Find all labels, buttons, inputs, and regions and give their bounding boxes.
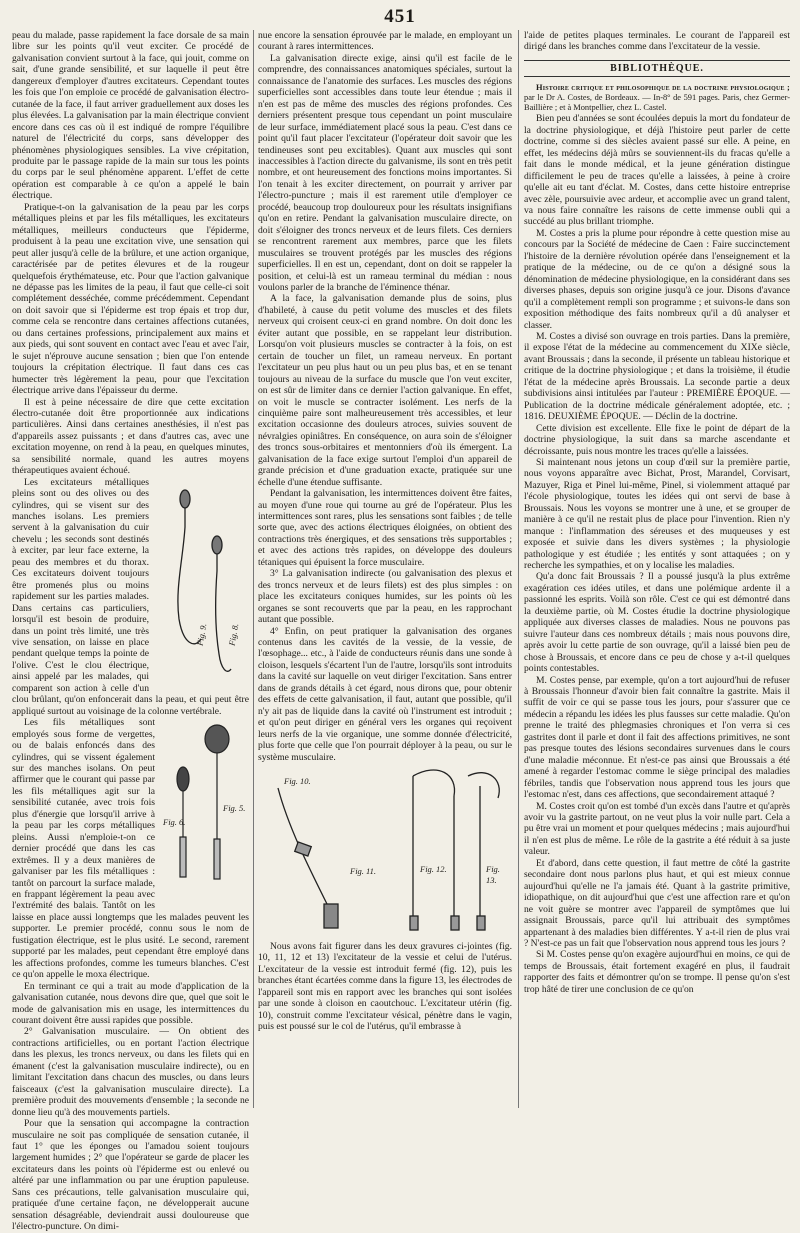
paragraph: Et d'abord, dans cette question, il faut mettre de côté la gastrite secondaire dont nous parlons plus haut, et qui est mieux connue aujourd'hui qu'elle ne l'a jamais été. Quant à la gastrite primitive, idiopathique, on dit aujourd'hui que c'est une affection rare et qu'on ne voit guère se montrer avec l'appareil de symptômes que lui assignait Broussais, parce qu'il lui attribuait des symptômes appartenant à des maladies bien différentes. Y a-t-il rien de plus vrai ? N'est-ce pas un fait que l'observation nous apprend tous les jours ? [524,857,790,949]
paragraph: En terminant ce qui a trait au mode d'application de la galvanisation cutanée, nous devons dire que, quel que soit le mode de galvanisation mis en usage, les intermittences du courant doivent être aussi rapides que possible. [12,980,249,1026]
column-left [12,30,249,1233]
paragraph: Pendant la galvanisation, les intermittences doivent être faites, au moyen d'une roue qui tourne au gré de l'opérateur. Plus les intermittences sont rares, plus les sensations sont faibles ; de telle sorte que, avec des actions électriques éloignées, on obtient des contractions très énergiques, et des sensations très supportables ; et avec des actions très rapides, on développe des douleurs tétaniques qui épuisent la force musculaire. [258,488,512,568]
paragraph: Cette division est excellente. Elle fixe le point de départ de la doctrine physiologique, la suit dans sa marche ascendante et décroissante, puis nous montre les traces qu'elle a laissées. [524,422,790,457]
paragraph: M. Costes pense, par exemple, qu'on a tort aujourd'hui de refuser à Broussais l'honneur d'avoir bien fait connaître la gastrite. Mais il suffit de voir ce qui se passe tous les jours, pour s'assurer que ce médecin a répandu les idées les plus fausses sur cette maladie. Qu'on prenne le traité des phlegmasies chroniques et l'on verra si ces gastrites dont il parle et dont il fait des affections primitives, ne sont pas presque toutes des lésions secondaires survenues dans le cours d'une maladie méconnue. Et n'est-ce pas ainsi que Broussais a été amené à regarder l'estomac comme le siège principal des maladies fébriles, tandis que l'observation nous apprend tous les jours que l'estomac n'est, dans ces affections, que secondairement attaqué ? [524,674,790,801]
paragraph: M. Costes a pris la plume pour répondre à cette question mise au concours par la Société de médecine de Caen : Faire succinctement l'histoire de la dernière révolution opérée dans l'enseignement et la pratique de la médecine, ou de ce qu'on a désigné sous la dénomination de médecine physiologique, en la considérant dans ses diverses phases, depuis son origine jusqu'à ce jour. Disons d'avance qu'il a complètement rempli son programme ; et suivons-le dans son exposition méthodique des faits nombreux qu'il a dû analyser et classer. [524,227,790,331]
paragraph: Pour que la sensation qui accompagne la contraction musculaire ne soit pas compliquée de sensation cutanée, il faut 1° que les éponges ou l'amadou soient toujours largement humides ; 2° que l'opérateur se garde de placer les excitateurs dans les points où l'épiderme est ou enlevé ou altéré par une inflammation ou par une éruption papuleuse. Sans ces précautions, telle galvanisation musculaire qui, pratiquée d'une certaine façon, ne développerait aucune sensation désagréable, deviendrait aussi douloureuse que l'électro-puncture. On dimi- [12,1118,249,1233]
figure-label: Fig. 8. [226,622,241,647]
paragraph: La galvanisation directe exige, ainsi qu'il est facile de le comprendre, des connaissances anatomiques spéciales, surtout la connaissance de l'anatomie des surfaces. Les muscles des régions superficielles sont accessibles dans toute leur étendue ; mais il n'en est pas de même des muscles des régions profondes. Ces derniers présentent presque tous cependant un point musculaire de leur surface, immédiatement placé sous la peau. C'est dans ce point qu'il faut placer l'excitateur (l'opérateur doit savoir que les tendineuses sont peu excitables). Quant aux muscles qui sont inaccessibles à l'action directe du galvanisme, ils sont en très petit nombre, et ont heureusement des fonctions moins importantes. Si l'on tenait à les exciter directement, on pourrait y arriver par l'électro-puncture ; mais il est rarement utile d'employer ce procédé, beaucoup trop douloureux pour les résultats insignifians qu'on en retire. Pendant la galvanisation musculaire directe, on doit s'éloigner des troncs nerveux et de leurs filets. Ces derniers se rencontrent rarement aux membres, parce que les filets musculaires se trouvent protégés par les muscles des régions superficielles. Il en est un, cependant, dont on doit se rappeler la position, et celui-là est un rameau terminal du médian : nous voulons parler de la branche de l'éminence thénar. [258,52,512,293]
paragraph: M. Costes a divisé son ouvrage en trois parties. Dans la première, il expose l'état de la médecine au commencement du XIXe siècle, avant Broussais ; dans la seconde, il présente un tableau historique et critique de la doctrine physiologique ; et dans la troisième, il étudie l'état de la médecine après Broussais. La seconde partie a deux subdivisions ainsi intitulées par l'auteur : PREMIÈRE ÉPOQUE. — Publication de la doctrine médicale généralement adoptée, etc. ; 1816. DEUXIÈME ÉPOQUE. — Déclin de la doctrine. [524,330,790,423]
figure-label: Fig. 12. [420,864,447,874]
book-title: Histoire critique et philosophique de la doctrine physiologique ; [536,83,790,93]
paragraph: Les excitateurs métalliques pleins sont ou des olives ou des cylindres, qui se visent sur des manches isolans. Les premiers servent à la galvanisation du cuir chevelu ; les seconds sont destinés à exciter, par leur face externe, la peau des membres et du thorax. Ces excitateurs doivent toujours être promenés plus ou moins rapidement sur les parties malades. Dans certains cas particuliers, lorsqu'il est besoin de produire, dans un point très limité, une très vive sensation, on laisse en place pendant quelque temps la pointe de l'olive. C'est le clou électrique, ainsi appelé par les malades, qui comparent son action à celle d'un clou brûlant, qu'on enfoncerait dans la peau, et qui peut être appliqué surtout au voisinage de la colonne vertébrale. [12,476,249,717]
paragraph: Qu'a donc fait Broussais ? Il a poussé jusqu'à la plus extrême exagération ces idées utiles, et dans une polémique ardente il a passionné les esprits. Voilà son rôle. C'est ce qui est démontré dans la deuxième partie, où M. Costes étudie la doctrine physiologique appliquée aux diverses classes de maladies. Nous ne pouvons pas suivre l'auteur dans ces nombreux détails ; mais nous pouvons dire, après avoir lu cette partie de son ouvrage, qu'il a laissé bien peu de chose à Broussais, et encore dans ce peu de chose y a-t-il quelques points contestables. [524,571,790,675]
paragraph: 3° La galvanisation indirecte (ou galvanisation des plexus et des troncs nerveux et de leurs filets) est des plus simples : on place les excitateurs coniques humides, sur les points où les organes se sont recouverts que par la peau, en les rapprochant autant que possible. [258,568,512,626]
olive-excitator-illustration [155,479,249,689]
cavity-excitator-illustration [258,766,512,938]
paragraph: nue encore la sensation éprouvée par le malade, en employant un courant à rares intermittences. [258,30,512,53]
figure-cavity-excitators [258,766,512,938]
figure-label: Fig. 9. [194,622,209,647]
column-rule-right [518,30,519,1108]
paragraph: Il est à peine nécessaire de dire que cette excitation électro-cutanée doit être proportionnée aux indications particulières. Ainsi dans certaines anesthésies, il n'est pas d'appareils assez puissants ; et dans d'autres cas, avec une excitation moyenne, on rend à la peau, en quelques minutes, sa sensibilité normale, quand les autres moyens thérapeutiques avaient échoué. [12,396,249,477]
section-heading: BIBLIOTHÈQUE. [524,60,790,77]
book-details: par le Dr A. Costes, de Bordeaux. — In-8° de 591 pages. Paris, chez Germer-Baillière ; et à Montpellier, chez L. Castel. [524,93,790,113]
paragraph: Pratique-t-on la galvanisation de la peau par les corps métalliques pleins et par les fils métalliques, les excitateurs métalliques, meilleurs conducteurs que l'épiderme, produisent à la peau une excitation vive, une sensation qui peut aller jusqu'à celle de la brûlure, et une action organique, caractérisée par de petites élevures et de la rougeur quelquefois érythémateuse, etc. Pour que l'action galvanique ne dépasse pas les limites de la peau, il faut que celle-ci soit complétement desséchée, comme précédemment. Cependant on doit savoir que si l'épiderme est trop épais et trop dur, comme cela se rencontre dans certaines affections cutanées, ou dans certaines professions, principalement aux mains et aux pieds, qui sont souvent en contact avec l'eau et avec l'air, le sujet n'éprouve aucune sensation ; bien que l'on entende toujours la crépitation électrique. Il faut dans ces cas humecter très légèrement la peau, pour que l'excitation électrique arrive dans l'épaisseur du derme. [12,201,249,397]
paragraph: M. Costes croit qu'on est tombé d'un excès dans l'autre et qu'après avoir vu la gastrite partout, on ne veut plus la voir nulle part. Cela a pu être vrai un moment et pour quelques médecins ; mais aujourd'hui il n'en est plus de même. Le rôle de la gastrite a été réduit à sa juste valeur. [524,800,790,858]
paragraph: Si maintenant nous jetons un coup d'œil sur la première partie, nous voyons apparaître avec Bichat, Prost, Marandel, Corvisart, Mazuyer, Riga et Pinel lui-même, Pinel, si violemment attaqué par l'école physiologique, toutes les idées qui ont servi de base à Broussais. Nous les voyons se montrer une à une, et se grouper de manière à ce qu'il ne restait plus de place pour l'invention. Rien n'y manque : l'inflammation des séreuses et des muqueuses y est exposée et suivie dans les divers systèmes ; la physiologie pathologique y est étudiée ; les entités y sont attaquées ; on y recherche les sympathies, et on y localise les maladies. [524,456,790,572]
paragraph: Les fils métalliques sont employés sous forme de vergettes, ou de balais enfoncés dans des cylindres, qui se vissent également sur des manches isolans. On peut affirmer que le courant qui passe par les fils métalliques agit sur la sensibilité cutanée, avec trois fois plus d'énergie que lorsqu'il arrive à la peau par les corps métalliques pleins. Aussi n'emploie-t-on ce dernier procédé que dans les cas extrêmes. Il y a deux manières de galvaniser par les fils métalliques : tantôt on parcourt la surface malade, en frappant légèrement la peau avec l'extrémité des balais. Tantôt on les laisse en place aussi longtemps que les malades peuvent les supporter. Le premier procédé, connu sous le nom de fustigation électrique, est le plus usité. Le second, rarement supporté par les malades, peut cependant être employé dans les affections profondes, comme les tumeurs blanches. C'est ce qu'on appelle le moxa électrique. [12,717,249,981]
page-number: 451 [384,6,416,27]
paragraph: 4° Enfin, on peut pratiquer la galvanisation des organes contenus dans les cavités de la vessie, de la vessie, de l'œsophage... etc., à l'aide de conducteurs réunis dans une sonde à cloison, lesquels s'écartent l'un de l'autre, lorsqu'ils sont introduits dans la cavité sur laquelle on veut diriger l'excitation. Sans entrer dans de grands détails à cet égard, nous dirons que, pour obtenir des effets de cette galvanisation, il faut, autant que possible, qu'il n'y ait pas de liquide dans la cavité où l'instrument est introduit ; et qu'on peut diriger en général vers les organes qui reçoivent leurs nerfs de la vie organique, une somme donnée d'électricité, plus forte que celle que l'on pourrait déployer à la peau, ou sur le système musculaire. [258,625,512,763]
paragraph: 2° Galvanisation musculaire. — On obtient des contractions artificielles, ou en portant l'action électrique dans les plexus, les troncs nerveux, ou dans les filets qui en émanent (c'est la galvanisation musculaire indirecte), ou en limitant l'excitation dans chacun des muscles, ou dans leurs faisceaux (c'est la galvanisation musculaire directe). La première produit des mouvements d'ensemble ; la seconde ne donne lieu qu'à des mouvements partiels. [12,1026,249,1118]
paragraph: A la face, la galvanisation demande plus de soins, plus d'habileté, à cause du petit volume des muscles et des filets nerveux qui croisent ceux-ci en grand nombre. On doit donc les éviter autant que possible, en se rappelant leur distribution. Lorsqu'on voit plusieurs muscles se contracter à la fois, on est certain de toucher un filet, un rameau nerveux. En portant l'excitateur un peu plus haut ou un peu plus bas, et en se tenant toujours au niveau de la surface du muscle que l'on veut exciter, on est sûr de limiter dans ce dernier l'action galvanique. En effet, on voit le muscle se contracter isolément. Les nerfs de la cinquième paire sont malheureusement très accessibles, et leur excitation occasionne des douleurs atroces, suivies souvent de névralgies opiniâtres. En conséquence, on aura soin de s'éloigner des troncs sous-orbitaires et mentonniers d'où ils émergent. La galvanisation de la face exige surtout l'emploi d'un appareil de grande précision et d'une graduation exacte, pratiquée sur une échelle d'une étendue suffisante. [258,293,512,488]
figure-label: Fig. 5. [223,803,246,814]
figure-brush-excitators [161,719,249,899]
paragraph: Nous avons fait figurer dans les deux gravures ci-jointes (fig. 10, 11, 12 et 13) l'excitateur de la vessie et celui de l'utérus. L'excitateur de la vessie est introduit fermé (fig. 12), puis les branches étant écartées comme dans la figure 13, les électrodes de l'appareil sont mis en rapport avec les branches qui sont isolées par une sonde à cloison en caoutchouc. L'excitateur utérin (fig. 10), construit comme l'excitateur vésical, pénètre dans le vagin, puis est poussé sur le col de l'utérus, qu'il embrasse à [258,941,512,1033]
column-middle [258,30,512,1108]
column-rule-left [253,30,254,1108]
paragraph: l'aide de petites plaques terminales. Le courant de l'appareil est dirigé dans les branches comme dans l'excitateur de la vessie. [524,30,790,53]
book-reference [524,83,790,113]
figure-label: Fig. 13. [486,864,500,886]
column-right [524,30,790,1108]
figure-label: Fig. 10. [284,776,311,786]
paragraph: peau du malade, passe rapidement la face dorsale de sa main libre sur les points qu'il veut exciter. Ce procédé de galvanisation convient surtout à la face, qui jouit, comme on sait, d'une grande sensibilité, et sur laquelle il peut être dangereux d'employer d'autres excitateurs. Cependant toutes les fois que l'on emploie ce procédé de galvanisation électro-cutanée de la face, il faut arriver graduellement aux doses les plus élevées. La galvanisation par la main électrique convient encore dans ces cas où il est indiqué de rompre l'équilibre naturel de l'électricité du corps, sans développer des phénomènes physiologiques sensibles. La vive crépitation, produite par le passage rapide de la main sur tous les points du corps par le seul phénomène apparent. L'effet de cette opération est comparable à ce qu'on a appelé le bain électrique. [12,30,249,202]
paragraph: Si M. Costes pense qu'on exagère aujourd'hui en moins, ce qui de temps de Broussais, était fortement exagéré en plus, il faudrait rapporter des faits et démontrer qu'on se trompe. Il pense qu'on s'est trop hâté de tirer une conclusion de ce qu'on [524,949,790,995]
figure-label: Fig. 11. [350,866,377,876]
paragraph: Bien peu d'années se sont écoulées depuis la mort du fondateur de la doctrine physiologique, et déjà l'histoire peut parler de cette doctrine, comme si des siècles avaient passé sur elle. A peine, en effet, les médecins déjà mûrs se souviennent-ils du fracas qu'elle a fait dans le monde médical, et la jeune génération distingue difficilement le peu de traces qu'elle a laissées, à peine à croire qu'elle ait eu tant d'éclat. M. Costes, dans cette histoire entreprise avec zèle, poursuivie avec ardeur, et accomplie avec un grand talent, va nous faire connaître les raisons de cette immense oubli qui a succédé au plus brillant triomphe. [524,113,790,228]
figure-label: Fig. 6. [163,817,186,828]
figure-olive-excitators [155,479,249,689]
